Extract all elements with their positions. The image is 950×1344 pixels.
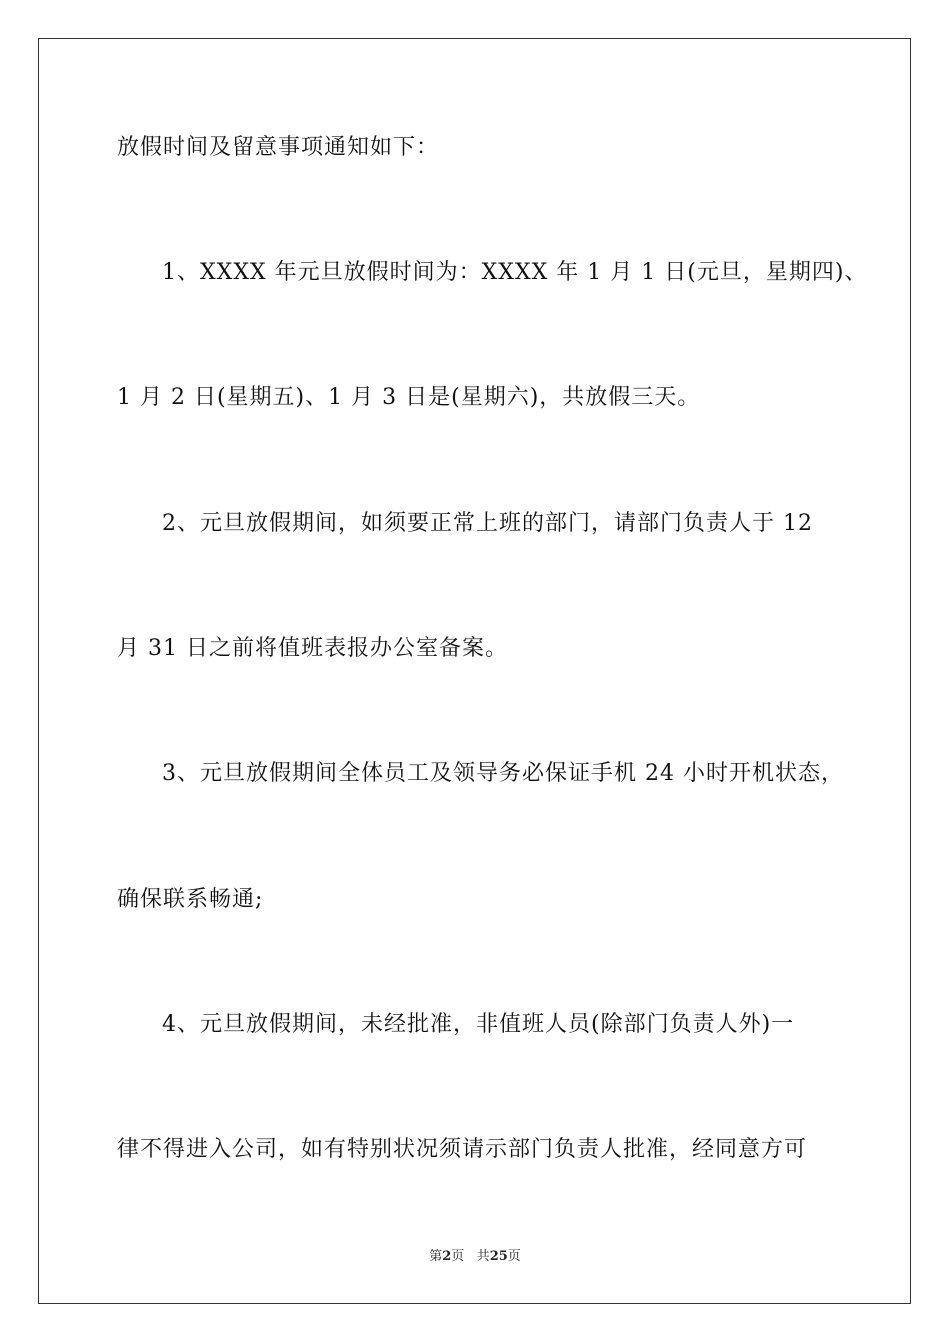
page-label-suffix: 页 [451,1249,465,1264]
paragraph-intro: 放假时间及留意事项通知如下： [117,135,440,160]
item-3-line-1: 3、元旦放假期间全体员工及领导务必保证手机 24 小时开机状态， [162,761,844,786]
item-2-line-1: 2、元旦放假期间，如须要正常上班的部门，请部门负责人于 12 [162,511,813,536]
total-pages: 25 [489,1249,508,1264]
item-1-line-2: 1 月 2 日(星期五)、1 月 3 日是(星期六)，共放假三天。 [117,385,701,410]
item-4-line-2: 律不得进入公司，如有特别状况须请示部门负责人批准，经同意方可 [117,1137,808,1162]
total-label-prefix: 共 [476,1249,490,1264]
total-label-suffix: 页 [507,1249,521,1264]
item-3-line-2: 确保联系畅通; [117,887,264,912]
page-number: 2 [442,1249,452,1264]
item-2-line-2: 月 31 日之前将值班表报办公室备案。 [117,636,508,661]
item-4-line-1: 4、元旦放假期间，未经批准，非值班人员(除部门负责人外)一 [162,1012,795,1037]
page-border [38,38,911,1304]
page-footer [0,1248,950,1266]
item-1-line-1: 1、XXXX 年元旦放假时间为：XXXX 年 1 月 1 日(元旦，星期四)、 [162,260,868,285]
page-label-prefix: 第 [429,1249,443,1264]
